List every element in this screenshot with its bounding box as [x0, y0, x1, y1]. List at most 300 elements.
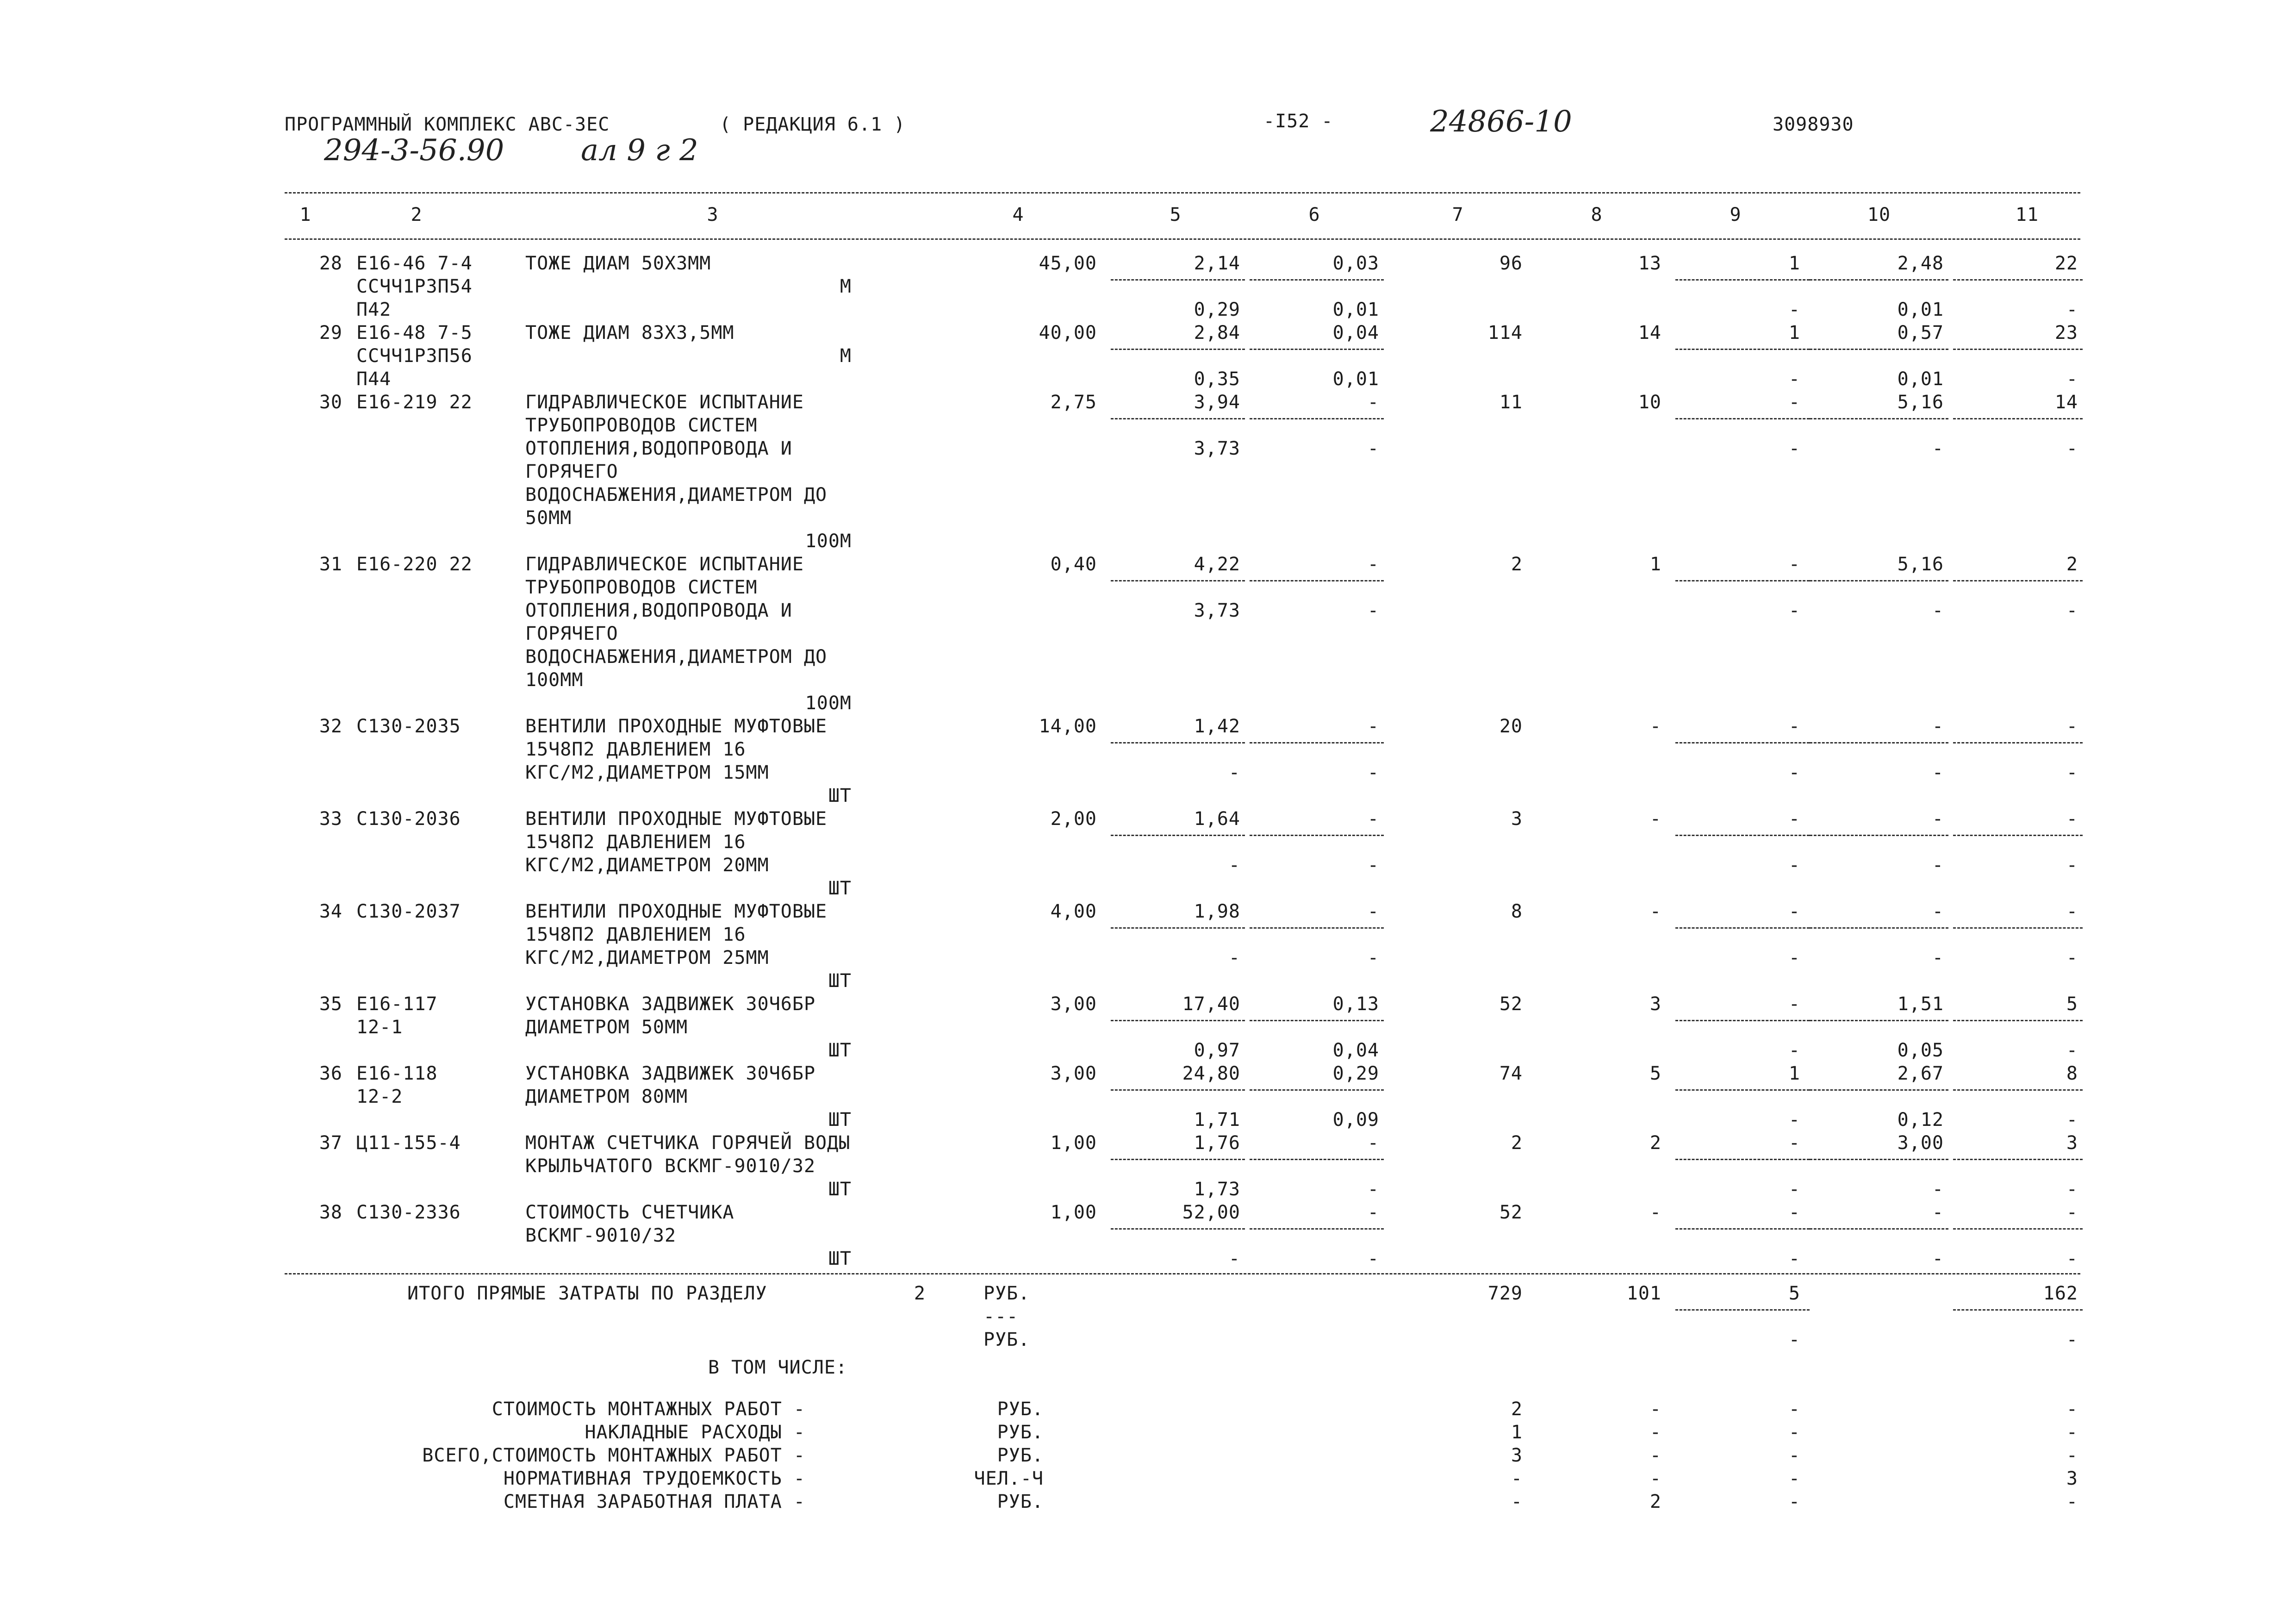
row-unit-cost-wages: -	[1228, 762, 1240, 783]
cost-divider	[1250, 349, 1384, 350]
row-description: ВОДОСНАБЖЕНИЯ,ДИАМЕТРОМ ДО	[525, 646, 828, 668]
row-machines: -	[1788, 808, 1800, 830]
row-machines-wages: -	[1788, 438, 1800, 459]
row-number: 35	[319, 993, 342, 1015]
row-labor-total: 5	[2066, 993, 2078, 1015]
summary-label: НАКЛАДНЫЕ РАСХОДЫ -	[585, 1422, 805, 1443]
summary-wages: -	[1649, 1445, 1661, 1466]
header-rule-top	[285, 192, 2080, 194]
handwritten-reference: 294-3-56.90	[324, 133, 504, 168]
row-description: КГС/М2,ДИАМЕТРОМ 15ММ	[525, 762, 769, 783]
row-labor-total: -	[2066, 808, 2078, 830]
row-description: ТОЖЕ ДИАМ 50Х3ММ	[525, 253, 711, 274]
column-number-7: 7	[1452, 204, 1464, 225]
row-description: СТОИМОСТЬ СЧЕТЧИКА	[525, 1202, 734, 1223]
row-machines: -	[1788, 554, 1800, 575]
labor-divider	[1810, 835, 1948, 836]
summary-label: ВСЕГО,СТОИМОСТЬ МОНТАЖНЫХ РАБОТ -	[422, 1445, 805, 1466]
header-rule-bottom	[285, 238, 2080, 240]
row-total: 20	[1499, 716, 1523, 737]
row-description: 50ММ	[525, 507, 572, 529]
row-number: 36	[319, 1063, 342, 1084]
totals-divider	[1675, 1309, 1810, 1311]
handwritten-number: 24866-10	[1430, 105, 1572, 139]
row-quantity: 14,00	[1039, 716, 1097, 737]
row-unit: 100М	[805, 693, 852, 714]
labor-divider	[1953, 279, 2083, 281]
row-code: Е16-219 22	[356, 392, 473, 413]
row-unit-cost-wages: 3,73	[1194, 600, 1240, 621]
row-cost-machine-wages: -	[1367, 438, 1379, 459]
row-description: ДИАМЕТРОМ 50ММ	[525, 1017, 688, 1038]
row-labor-norm-sub: -	[1932, 947, 1944, 968]
row-wages: -	[1649, 808, 1661, 830]
row-description: ГОРЯЧЕГО	[525, 623, 618, 644]
row-cost-machine: 0,03	[1332, 253, 1379, 274]
labor-divider	[1675, 927, 1810, 929]
summary-total: -	[1511, 1468, 1523, 1489]
row-unit-cost: 17,40	[1182, 993, 1240, 1015]
row-machines: 1	[1788, 253, 1800, 274]
row-code: С130-2336	[356, 1202, 461, 1223]
row-quantity: 1,00	[1050, 1202, 1097, 1223]
row-machines-wages: -	[1788, 855, 1800, 876]
row-labor-total: -	[2066, 901, 2078, 922]
including-label: В ТОМ ЧИСЛЕ:	[708, 1357, 847, 1378]
row-cost-machine: 0,04	[1332, 322, 1379, 344]
row-quantity: 3,00	[1050, 993, 1097, 1015]
row-wages: 1	[1649, 554, 1661, 575]
totals-section: 2	[914, 1283, 926, 1304]
cost-divider	[1250, 835, 1384, 836]
summary-machines: -	[1788, 1422, 1800, 1443]
labor-divider	[1810, 418, 1948, 419]
cost-divider	[1111, 835, 1245, 836]
row-description: ТРУБОПРОВОДОВ СИСТЕМ	[525, 577, 758, 598]
row-machines: -	[1788, 392, 1800, 413]
row-quantity: 2,75	[1050, 392, 1097, 413]
row-description: ОТОПЛЕНИЯ,ВОДОПРОВОДА И	[525, 600, 792, 621]
row-unit-cost: 1,64	[1194, 808, 1240, 830]
row-total: 2	[1511, 1132, 1523, 1154]
labor-divider	[1810, 1159, 1948, 1160]
row-description: ОТОПЛЕНИЯ,ВОДОПРОВОДА И	[525, 438, 792, 459]
labor-divider	[1810, 742, 1948, 743]
row-labor-norm: 2,67	[1897, 1063, 1944, 1084]
cost-divider	[1250, 1089, 1384, 1091]
page-number: -I52 -	[1263, 111, 1333, 132]
summary-unit: ЧЕЛ.-Ч	[974, 1468, 1044, 1489]
labor-divider	[1953, 1020, 2083, 1021]
row-total: 52	[1499, 993, 1523, 1015]
row-unit: ШТ	[828, 1179, 852, 1200]
cost-divider	[1250, 742, 1384, 743]
row-wages: 14	[1638, 322, 1661, 344]
row-unit-cost-wages: 0,29	[1194, 299, 1240, 320]
row-machines-wages: -	[1788, 1248, 1800, 1269]
row-unit: М	[840, 345, 852, 367]
row-machines: 1	[1788, 1063, 1800, 1084]
summary-total: 2	[1511, 1399, 1523, 1420]
cost-divider	[1250, 580, 1384, 581]
row-number: 33	[319, 808, 342, 830]
row-unit-cost: 3,94	[1194, 392, 1240, 413]
cost-divider	[1111, 349, 1245, 350]
summary-unit: РУБ.	[997, 1491, 1044, 1512]
summary-machines: -	[1788, 1491, 1800, 1512]
labor-divider	[1675, 418, 1810, 419]
handwritten-album: ал 9 г 2	[581, 133, 698, 168]
row-unit: М	[840, 276, 852, 297]
summary-machines: -	[1788, 1445, 1800, 1466]
column-number-1: 1	[299, 204, 311, 225]
totals-machines: 5	[1788, 1283, 1800, 1304]
row-labor-norm: 5,16	[1897, 392, 1944, 413]
row-labor-norm: -	[1932, 901, 1944, 922]
row-cost-machine-wages: 0,04	[1332, 1040, 1379, 1061]
row-unit: ШТ	[828, 1040, 852, 1061]
row-unit-cost: 2,14	[1194, 253, 1240, 274]
row-description: ДИАМЕТРОМ 80ММ	[525, 1086, 688, 1107]
row-unit: 100М	[805, 531, 852, 552]
row-labor-norm: -	[1932, 808, 1944, 830]
row-labor-total: 14	[2054, 392, 2078, 413]
row-machines-wages: -	[1788, 1179, 1800, 1200]
labor-divider	[1675, 1020, 1810, 1021]
row-machines-wages: -	[1788, 947, 1800, 968]
row-cost-machine-wages: 0,09	[1332, 1109, 1379, 1131]
summary-labor: -	[2066, 1422, 2078, 1443]
column-number-9: 9	[1730, 204, 1742, 225]
row-unit-cost: 1,98	[1194, 901, 1240, 922]
row-description: 15Ч8П2 ДАВЛЕНИЕМ 16	[525, 831, 746, 853]
cost-divider	[1250, 927, 1384, 929]
labor-divider	[1953, 1228, 2083, 1230]
row-labor-total: 3	[2066, 1132, 2078, 1154]
totals-labor-2: -	[2066, 1329, 2078, 1350]
labor-divider	[1953, 418, 2083, 419]
row-quantity: 4,00	[1050, 901, 1097, 922]
row-labor-norm: 0,57	[1897, 322, 1944, 344]
row-number: 28	[319, 253, 342, 274]
cost-divider	[1111, 1228, 1245, 1230]
row-wages: -	[1649, 901, 1661, 922]
row-code: 12-2	[356, 1086, 403, 1107]
row-labor-total: -	[2066, 716, 2078, 737]
row-description: ГИДРАВЛИЧЕСКОЕ ИСПЫТАНИЕ	[525, 392, 804, 413]
row-cost-machine-wages: -	[1367, 600, 1379, 621]
row-number: 38	[319, 1202, 342, 1223]
row-number: 32	[319, 716, 342, 737]
row-machines: -	[1788, 716, 1800, 737]
totals-rule	[285, 1273, 2080, 1274]
row-labor-total-sub: -	[2066, 1109, 2078, 1131]
labor-divider	[1810, 1020, 1948, 1021]
row-wages: 13	[1638, 253, 1661, 274]
column-number-4: 4	[1012, 204, 1024, 225]
row-code: Е16-48 7-5	[356, 322, 473, 344]
row-unit: ШТ	[828, 1109, 852, 1131]
row-cost-machine: -	[1367, 1132, 1379, 1154]
summary-unit: РУБ.	[997, 1399, 1044, 1420]
summary-labor: 3	[2066, 1468, 2078, 1489]
row-labor-norm-sub: -	[1932, 600, 1944, 621]
row-total: 96	[1499, 253, 1523, 274]
row-labor-total: 22	[2054, 253, 2078, 274]
row-total: 8	[1511, 901, 1523, 922]
summary-unit: РУБ.	[997, 1422, 1044, 1443]
row-description: 100ММ	[525, 669, 584, 691]
column-number-11: 11	[2015, 204, 2039, 225]
document-code: 3098930	[1773, 114, 1854, 135]
row-labor-norm: 1,51	[1897, 993, 1944, 1015]
row-code: С130-2036	[356, 808, 461, 830]
row-labor-norm-sub: -	[1932, 1248, 1944, 1269]
row-labor-norm-sub: -	[1932, 855, 1944, 876]
row-code: П42	[356, 299, 392, 320]
row-unit-cost-wages: 3,73	[1194, 438, 1240, 459]
row-cost-machine-wages: 0,01	[1332, 299, 1379, 320]
row-labor-norm: 5,16	[1897, 554, 1944, 575]
row-code: ССЧЧ1Р3П56	[356, 345, 473, 367]
row-cost-machine: -	[1367, 716, 1379, 737]
row-wages: -	[1649, 716, 1661, 737]
column-number-10: 10	[1867, 204, 1891, 225]
row-description: УСТАНОВКА ЗАДВИЖЕК 30Ч6БР	[525, 993, 816, 1015]
row-description: ТОЖЕ ДИАМ 83Х3,5ММ	[525, 322, 734, 344]
row-labor-total-sub: -	[2066, 369, 2078, 390]
row-unit-cost: 24,80	[1182, 1063, 1240, 1084]
row-labor-norm-sub: 0,01	[1897, 369, 1944, 390]
row-labor-norm-sub: 0,12	[1897, 1109, 1944, 1131]
labor-divider	[1675, 1089, 1810, 1091]
row-quantity: 40,00	[1039, 322, 1097, 344]
row-machines: -	[1788, 1202, 1800, 1223]
totals-machines-2: -	[1788, 1329, 1800, 1350]
row-labor-norm: 2,48	[1897, 253, 1944, 274]
program-title: ПРОГРАММНЫЙ КОМПЛЕКС АВС-3ЕС	[285, 114, 610, 135]
labor-divider	[1810, 927, 1948, 929]
labor-divider	[1810, 349, 1948, 350]
row-labor-total-sub: -	[2066, 1179, 2078, 1200]
row-unit-cost: 4,22	[1194, 554, 1240, 575]
row-number: 31	[319, 554, 342, 575]
row-unit-cost-wages: 0,97	[1194, 1040, 1240, 1061]
row-cost-machine: -	[1367, 554, 1379, 575]
row-number: 29	[319, 322, 342, 344]
summary-labor: -	[2066, 1445, 2078, 1466]
row-wages: 10	[1638, 392, 1661, 413]
row-labor-total-sub: -	[2066, 1040, 2078, 1061]
row-unit: ШТ	[828, 878, 852, 899]
row-description: ВЕНТИЛИ ПРОХОДНЫЕ МУФТОВЫЕ	[525, 716, 828, 737]
row-cost-machine-wages: -	[1367, 1179, 1379, 1200]
cost-divider	[1111, 418, 1245, 419]
row-code: Ц11-155-4	[356, 1132, 461, 1154]
row-cost-machine: -	[1367, 392, 1379, 413]
row-labor-total-sub: -	[2066, 855, 2078, 876]
cost-divider	[1111, 580, 1245, 581]
row-description: ГОРЯЧЕГО	[525, 461, 618, 482]
row-labor-total-sub: -	[2066, 1248, 2078, 1269]
summary-machines: -	[1788, 1399, 1800, 1420]
row-cost-machine-wages: -	[1367, 762, 1379, 783]
row-unit: ШТ	[828, 1248, 852, 1269]
cost-divider	[1111, 1020, 1245, 1021]
totals-unit-2: РУБ.	[983, 1329, 1030, 1350]
row-total: 114	[1487, 322, 1523, 344]
summary-wages: 2	[1649, 1491, 1661, 1512]
row-machines: 1	[1788, 322, 1800, 344]
row-description: КРЫЛЬЧАТОГО ВСКМГ-9010/32	[525, 1156, 816, 1177]
row-unit-cost-wages: 1,73	[1194, 1179, 1240, 1200]
row-total: 2	[1511, 554, 1523, 575]
row-total: 52	[1499, 1202, 1523, 1223]
row-description: ВЕНТИЛИ ПРОХОДНЫЕ МУФТОВЫЕ	[525, 901, 828, 922]
labor-divider	[1953, 580, 2083, 581]
row-labor-norm-sub: 0,05	[1897, 1040, 1944, 1061]
row-labor-total: 8	[2066, 1063, 2078, 1084]
labor-divider	[1810, 279, 1948, 281]
row-machines-wages: -	[1788, 299, 1800, 320]
cost-divider	[1111, 927, 1245, 929]
labor-divider	[1953, 742, 2083, 743]
summary-labor: -	[2066, 1491, 2078, 1512]
row-machines-wages: -	[1788, 600, 1800, 621]
labor-divider	[1810, 1089, 1948, 1091]
edition-label: ( РЕДАКЦИЯ 6.1 )	[720, 114, 906, 135]
row-wages: 3	[1649, 993, 1661, 1015]
row-cost-machine-wages: -	[1367, 1248, 1379, 1269]
row-description: ВЕНТИЛИ ПРОХОДНЫЕ МУФТОВЫЕ	[525, 808, 828, 830]
summary-wages: -	[1649, 1399, 1661, 1420]
row-number: 37	[319, 1132, 342, 1154]
row-unit-cost: 52,00	[1182, 1202, 1240, 1223]
row-total: 3	[1511, 808, 1523, 830]
labor-divider	[1675, 742, 1810, 743]
row-total: 74	[1499, 1063, 1523, 1084]
row-description: 15Ч8П2 ДАВЛЕНИЕМ 16	[525, 739, 746, 760]
row-code: ССЧЧ1Р3П54	[356, 276, 473, 297]
row-unit-cost-wages: -	[1228, 855, 1240, 876]
row-number: 34	[319, 901, 342, 922]
column-number-5: 5	[1170, 204, 1182, 225]
row-cost-machine-wages: 0,01	[1332, 369, 1379, 390]
row-cost-machine: 0,13	[1332, 993, 1379, 1015]
labor-divider	[1953, 1089, 2083, 1091]
row-cost-machine: -	[1367, 808, 1379, 830]
row-cost-machine-wages: -	[1367, 855, 1379, 876]
row-machines-wages: -	[1788, 1040, 1800, 1061]
row-machines: -	[1788, 901, 1800, 922]
row-wages: 2	[1649, 1132, 1661, 1154]
labor-divider	[1675, 1159, 1810, 1160]
totals-unit: РУБ.	[983, 1283, 1030, 1304]
row-number: 30	[319, 392, 342, 413]
row-unit: ШТ	[828, 970, 852, 992]
labor-divider	[1675, 835, 1810, 836]
totals-dash: ---	[983, 1306, 1019, 1327]
summary-labor: -	[2066, 1399, 2078, 1420]
row-labor-norm-sub: -	[1932, 762, 1944, 783]
row-cost-machine: -	[1367, 1202, 1379, 1223]
row-labor-total-sub: -	[2066, 762, 2078, 783]
row-cost-machine-wages: -	[1367, 947, 1379, 968]
labor-divider	[1675, 1228, 1810, 1230]
row-total: 11	[1499, 392, 1523, 413]
cost-divider	[1250, 279, 1384, 281]
totals-labor: 162	[2043, 1283, 2078, 1304]
row-unit-cost-wages: -	[1228, 1248, 1240, 1269]
row-unit-cost: 1,42	[1194, 716, 1240, 737]
cost-divider	[1250, 418, 1384, 419]
summary-total: 1	[1511, 1422, 1523, 1443]
totals-wages: 101	[1626, 1283, 1661, 1304]
summary-total: 3	[1511, 1445, 1523, 1466]
row-code: С130-2037	[356, 901, 461, 922]
summary-label: СТОИМОСТЬ МОНТАЖНЫХ РАБОТ -	[492, 1399, 805, 1420]
summary-wages: -	[1649, 1468, 1661, 1489]
row-code: Е16-117	[356, 993, 438, 1015]
row-labor-total-sub: -	[2066, 438, 2078, 459]
row-wages: -	[1649, 1202, 1661, 1223]
labor-divider	[1810, 580, 1948, 581]
row-wages: 5	[1649, 1063, 1661, 1084]
row-cost-machine: -	[1367, 901, 1379, 922]
cost-divider	[1111, 1159, 1245, 1160]
summary-unit: РУБ.	[997, 1445, 1044, 1466]
row-quantity: 3,00	[1050, 1063, 1097, 1084]
row-code: 12-1	[356, 1017, 403, 1038]
cost-divider	[1111, 742, 1245, 743]
column-number-6: 6	[1308, 204, 1320, 225]
labor-divider	[1675, 349, 1810, 350]
summary-total: -	[1511, 1491, 1523, 1512]
row-cost-machine: 0,29	[1332, 1063, 1379, 1084]
row-code: Е16-46 7-4	[356, 253, 473, 274]
row-description: МОНТАЖ СЧЕТЧИКА ГОРЯЧЕЙ ВОДЫ	[525, 1132, 851, 1154]
summary-machines: -	[1788, 1468, 1800, 1489]
row-labor-total: 23	[2054, 322, 2078, 344]
row-labor-total: -	[2066, 1202, 2078, 1223]
labor-divider	[1675, 580, 1810, 581]
row-labor-norm: -	[1932, 716, 1944, 737]
row-description: КГС/М2,ДИАМЕТРОМ 25ММ	[525, 947, 769, 968]
row-unit-cost-wages: -	[1228, 947, 1240, 968]
column-number-2: 2	[411, 204, 423, 225]
row-code: Е16-220 22	[356, 554, 473, 575]
row-labor-total-sub: -	[2066, 299, 2078, 320]
cost-divider	[1111, 1089, 1245, 1091]
row-labor-norm-sub: 0,01	[1897, 299, 1944, 320]
row-unit-cost: 1,76	[1194, 1132, 1240, 1154]
row-description: ВОДОСНАБЖЕНИЯ,ДИАМЕТРОМ ДО	[525, 484, 828, 506]
labor-divider	[1675, 279, 1810, 281]
row-labor-total-sub: -	[2066, 600, 2078, 621]
summary-label: НОРМАТИВНАЯ ТРУДОЕМКОСТЬ -	[503, 1468, 805, 1489]
row-machines-wages: -	[1788, 1109, 1800, 1131]
totals-total: 729	[1487, 1283, 1523, 1304]
row-machines-wages: -	[1788, 762, 1800, 783]
row-unit-cost: 2,84	[1194, 322, 1240, 344]
row-description: ГИДРАВЛИЧЕСКОЕ ИСПЫТАНИЕ	[525, 554, 804, 575]
row-description: УСТАНОВКА ЗАДВИЖЕК 30Ч6БР	[525, 1063, 816, 1084]
row-description: ВСКМГ-9010/32	[525, 1225, 677, 1246]
row-description: 15Ч8П2 ДАВЛЕНИЕМ 16	[525, 924, 746, 945]
row-code: Е16-118	[356, 1063, 438, 1084]
cost-divider	[1250, 1159, 1384, 1160]
row-code: П44	[356, 369, 392, 390]
